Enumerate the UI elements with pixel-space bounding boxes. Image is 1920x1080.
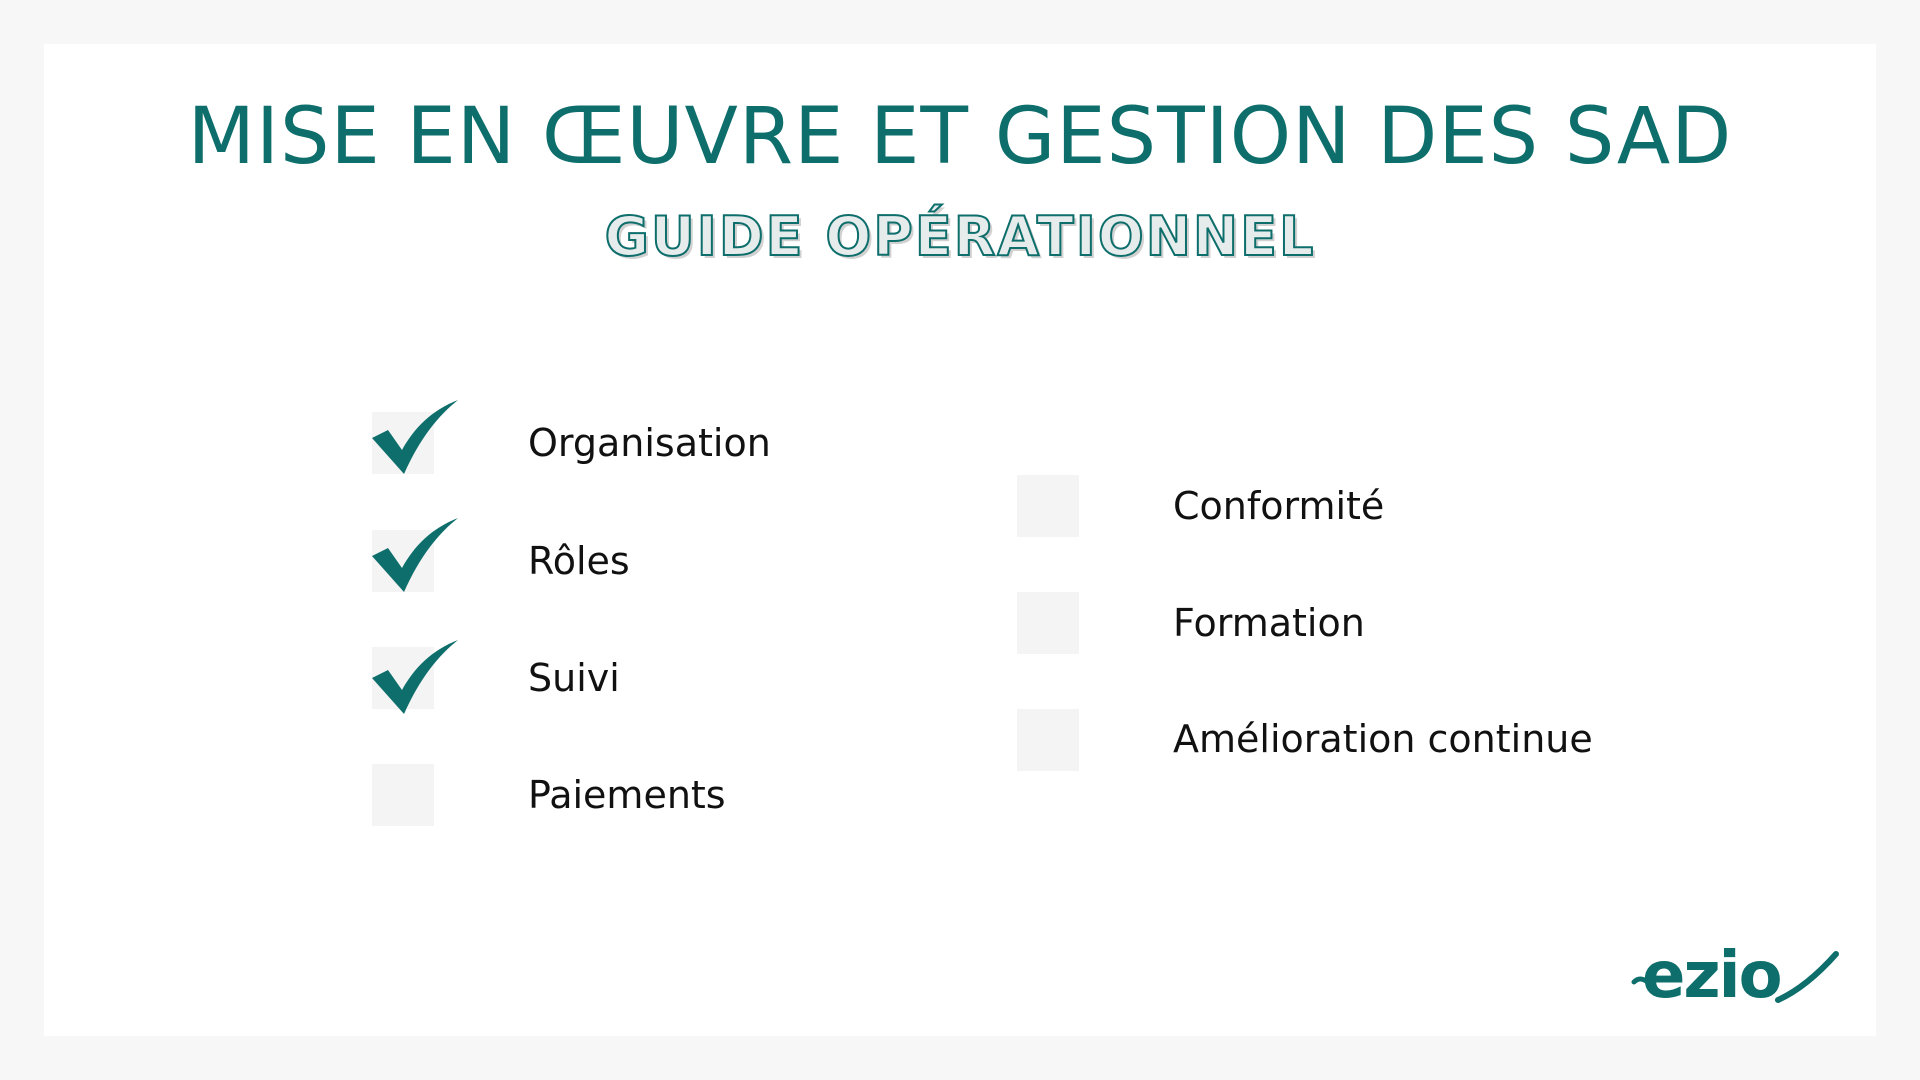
page-title: MISE EN ŒUVRE ET GESTION DES SAD	[187, 92, 1733, 182]
checklist-item-label: Formation	[1173, 601, 1365, 645]
checklist-item-label: Rôles	[528, 539, 630, 583]
ezio-logo	[1628, 939, 1848, 1014]
checkbox-conformite[interactable]	[1017, 475, 1079, 537]
logo-swoosh-icon	[1628, 948, 1848, 1014]
checkmark-icon	[368, 516, 460, 594]
logo-text: ezio	[1642, 939, 1781, 1013]
checkmark-icon	[368, 638, 460, 716]
checklist-item-label: Organisation	[528, 421, 771, 465]
slide-card	[44, 44, 1876, 1036]
checklist-item-label: Paiements	[528, 773, 726, 817]
checkbox-paiements[interactable]	[372, 764, 434, 826]
checklist-item-label: Suivi	[528, 656, 620, 700]
checkmark-icon	[368, 398, 460, 476]
checkbox-formation[interactable]	[1017, 592, 1079, 654]
checklist-item-label: Amélioration continue	[1173, 717, 1593, 761]
checkbox-amelioration-continue[interactable]	[1017, 709, 1079, 771]
page-subtitle: GUIDE OPÉRATIONNEL	[604, 205, 1316, 268]
checklist-item-label: Conformité	[1173, 484, 1385, 528]
